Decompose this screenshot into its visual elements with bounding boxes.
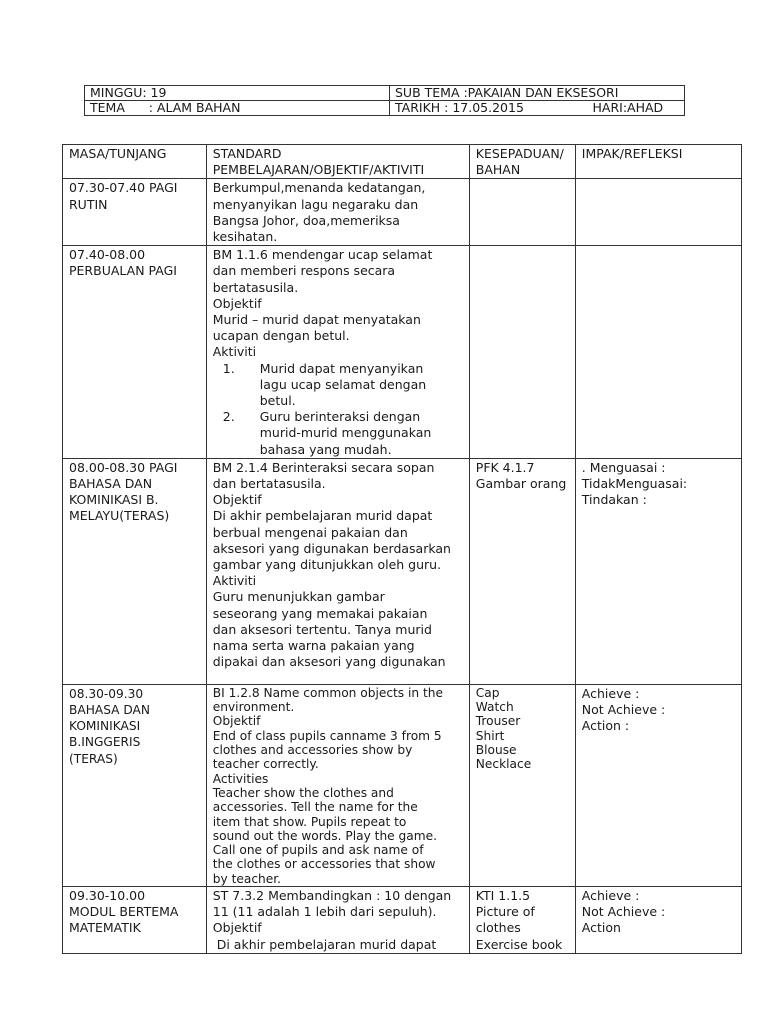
minggu-label: MINGGU: 19 [90,85,167,100]
standard-cell: Berkumpul,menanda kedatangan, menyanyikan lagu negaraku dan Bangsa Johor, doa,memeriksa kesihatan. [206,179,469,246]
subtema-label: SUB TEMA :PAKAIAN DAN EKSESORI [395,85,619,100]
masa-cell: 08.30-09.30 BAHASA DAN KOMINIKASI B.INGGERIS (TERAS) [63,684,207,886]
table-row [63,179,742,246]
impak-cell: Achieve : Not Achieve : Action [575,887,741,954]
column-header-row [63,145,742,179]
masa-header: MASA/TUNJANG [63,145,207,179]
masa-cell: 07.30-07.40 PAGI RUTIN [63,179,207,246]
bahan-cell [469,246,575,459]
table-row [63,684,742,886]
standard-header: STANDARD PEMBELAJARAN/OBJEKTIF/AKTIVITI [206,145,469,179]
table-row [63,246,742,459]
standard-cell: ST 7.3.2 Membandingkan : 10 dengan 11 (11 adalah 1 lebih dari sepuluh). Objektif Di akhir pembelajaran murid dapat [206,887,469,954]
tema-cell [85,101,390,116]
lesson-plan-table [62,144,742,954]
table-row [63,458,742,684]
standard-cell: BM 2.1.4 Berinteraksi secara sopan dan bertatasusila. Objektif Di akhir pembelajaran murid dapat berbual mengenai pakaian dan aksesori yang digunakan berdasarkan gambar yang ditunjukkan oleh guru. Aktiviti Guru menunjukkan gambar seseorang yang memakai pakaian dan aksesori tertentu. Tanya murid nama serta warna pakaian yang dipakai dan aksesori yang digunakan [206,458,469,684]
bahan-header: KESEPADUAN/ BAHAN [469,145,575,179]
bahan-cell [469,179,575,246]
tarikh-cell [390,101,685,116]
impak-cell: . Menguasai : TidakMenguasai: Tindakan : [575,458,741,684]
standard-cell: BI 1.2.8 Name common objects in the environment. Objektif End of class pupils canname 3 from 5 clothes and accessories show by teacher correctly. Activities Teacher show the clothes and accessories. Tell the name for the item that show. Pupils repeat to sound out the words. Play the game. Call one of pupils and ask name of the clothes or accessories that show by teacher. [206,684,469,886]
standard-cell: BM 1.1.6 mendengar ucap selamat dan memberi respons secara bertatasusila. Objektif Murid – murid dapat menyatakan ucapan dengan betul. Aktiviti 1. Murid dapat menyanyikan lagu ucap selamat dengan betul. 2. Guru berinteraksi dengan murid-murid menggunakan bahasa yang mudah. [206,246,469,459]
list-item: 1. Murid dapat menyanyikan [222,360,424,376]
masa-cell: 09.30-10.00 MODUL BERTEMA MATEMATIK [63,887,207,954]
impak-cell [575,179,741,246]
impak-header: IMPAK/REFLEKSI [575,145,741,179]
tarikh-label: TARIKH : 17.05.2015 [395,100,524,115]
bahan-cell: PFK 4.1.7 Gambar orang [469,458,575,684]
table-row [63,887,742,954]
bahan-cell: Cap Watch Trouser Shirt Blouse Necklace [469,684,575,886]
header-table [84,85,685,116]
impak-cell: Achieve : Not Achieve : Action : [575,684,741,886]
hari-label: HARI:AHAD [592,100,664,115]
list-item: 2. Guru berinteraksi dengan [222,409,421,425]
bahan-cell: KTI 1.1.5 Picture of clothes Exercise book [469,887,575,954]
tema-label: TEMA : ALAM BAHAN [90,100,241,115]
impak-cell [575,246,741,459]
minggu-cell [85,86,390,101]
subtema-cell [390,86,685,101]
masa-cell: 07.40-08.00 PERBUALAN PAGI [63,246,207,459]
masa-cell: 08.00-08.30 PAGI BAHASA DAN KOMINIKASI B. MELAYU(TERAS) [63,458,207,684]
